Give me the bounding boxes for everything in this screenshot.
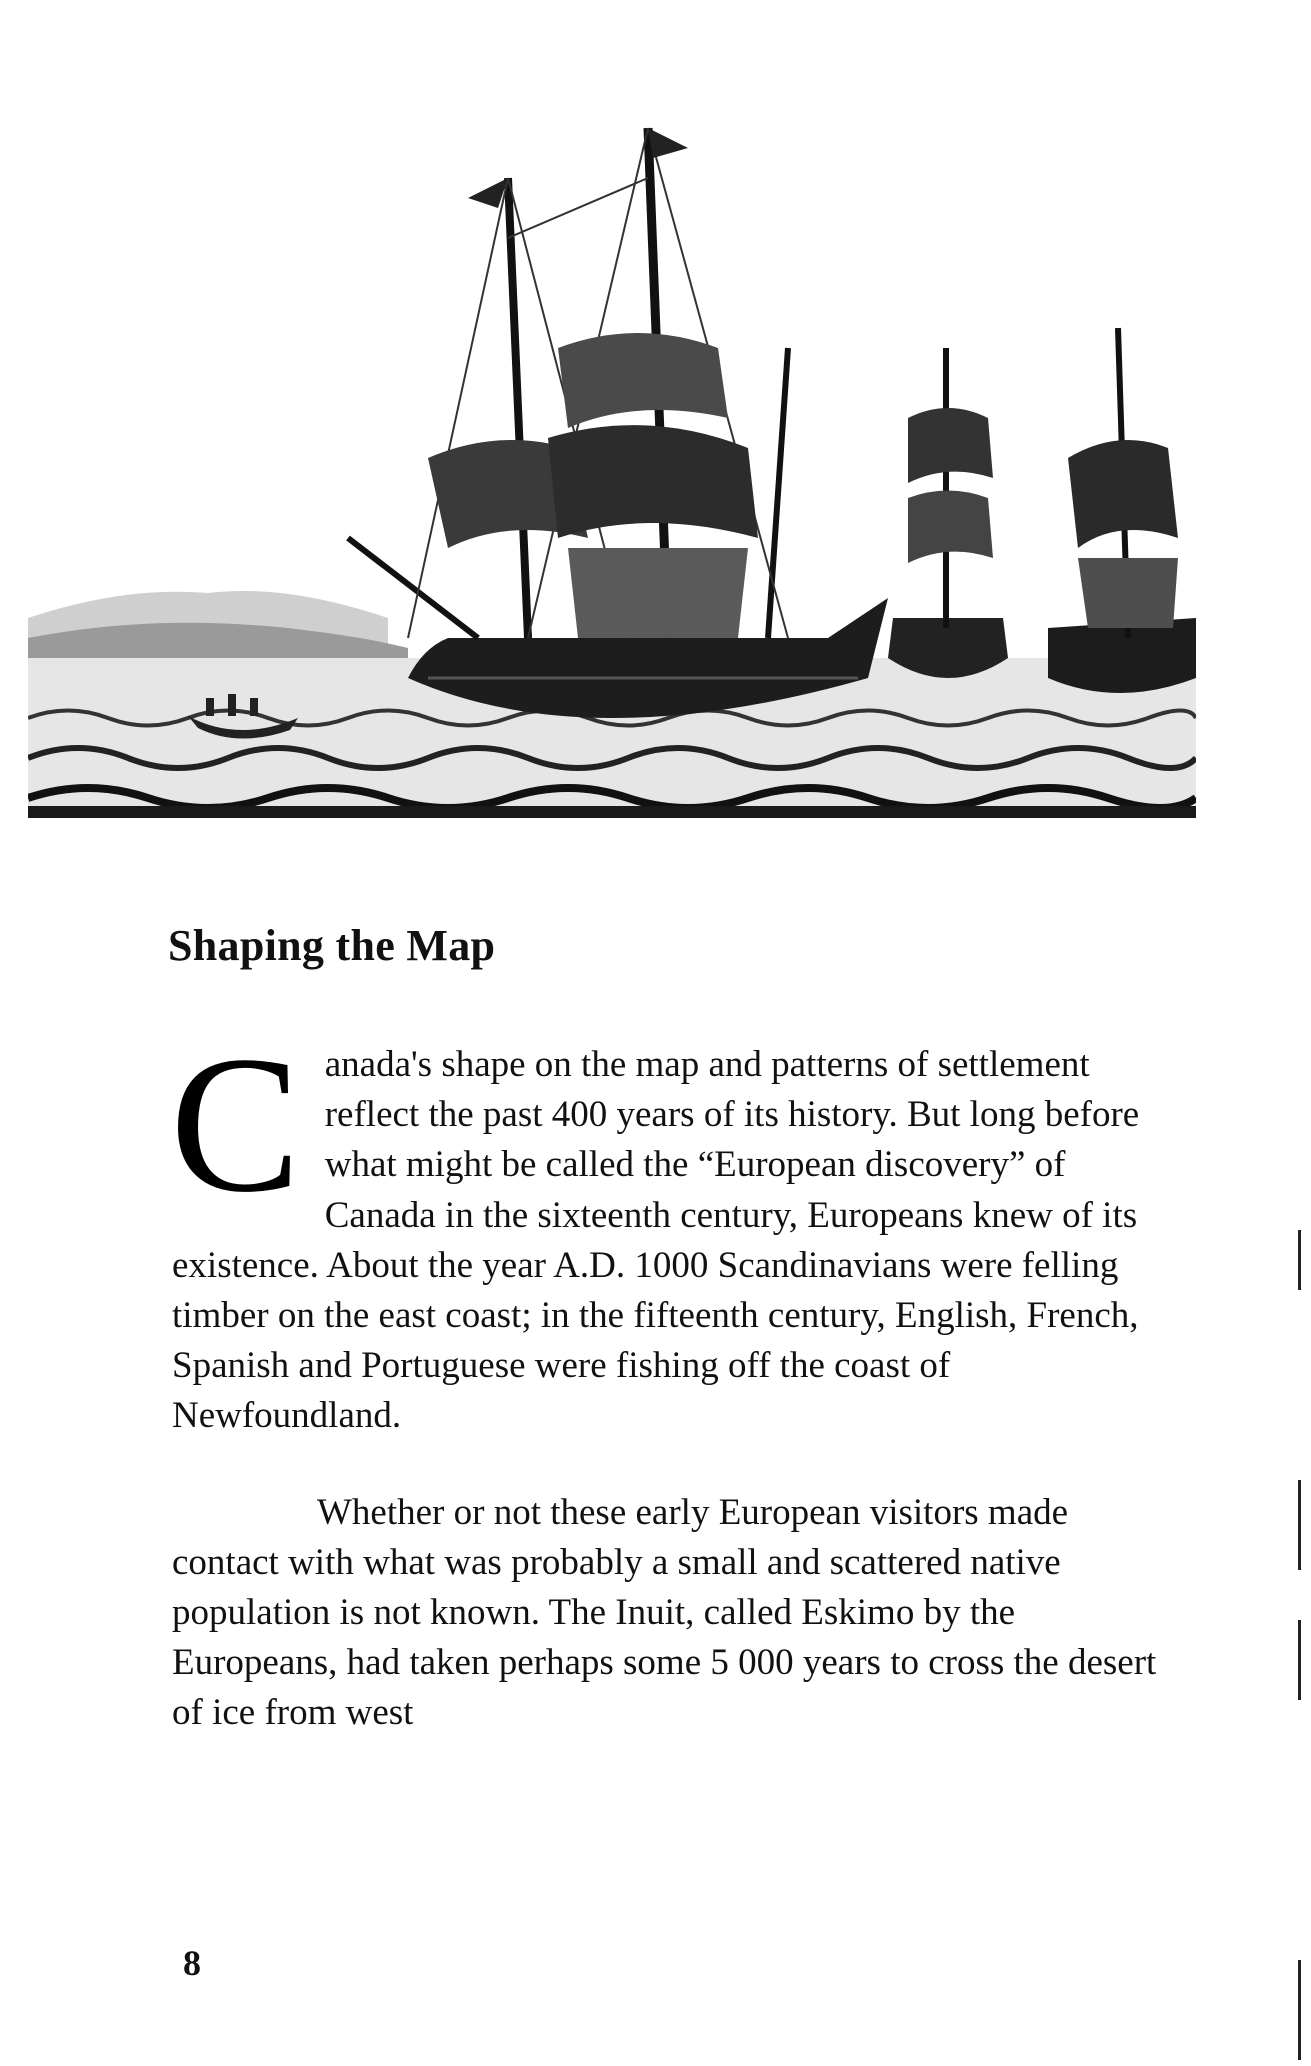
section-heading: Shaping the Map [168, 921, 496, 970]
page-number: 8 [183, 1943, 201, 1983]
drop-cap: C [170, 1016, 301, 1233]
scan-edge-mark [1298, 1620, 1301, 1700]
paragraph-2: Whether or not these early European visitors made contact with what was probably a small and scattered native population is not known. The Inuit, called Eskimo by the Europeans, had taken perhaps some 5 000 years to cross the desert of ice from west [172, 1491, 1157, 1734]
scan-edge-mark [1298, 1230, 1301, 1290]
body-text [170, 1016, 1172, 1739]
paragraph-1 [170, 1016, 1172, 1442]
sailing-ships-engraving [28, 118, 1196, 818]
scan-edge-mark [1298, 1960, 1301, 2060]
paragraph-1-text: anada's shape on the map and patterns of settlement reflect the past 400 years of its history. But long before what might be called the “European discovery” of Canada in the sixteenth century, Europeans knew of its existence. About the year A.D. 1000 Scandinavians were felling timber on the east coast; in the fifteenth century, English, French, Spanish and Portuguese were fishing off the coast of Newfoundland. [172, 1044, 1140, 1437]
scan-edge-mark [1298, 1480, 1301, 1570]
